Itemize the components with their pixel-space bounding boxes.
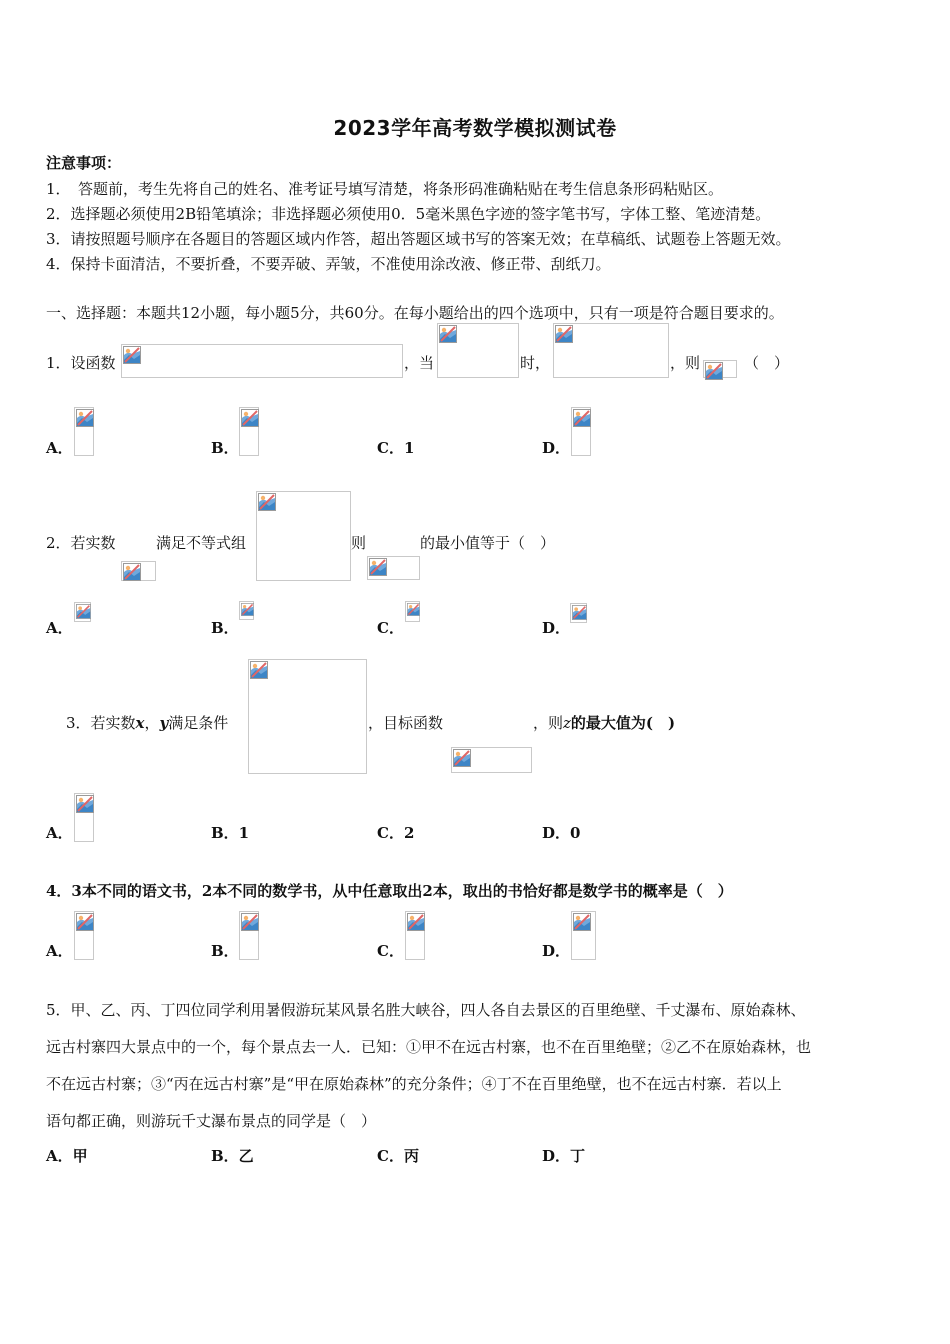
broken-image-icon — [258, 493, 276, 511]
broken-image-icon — [76, 604, 91, 619]
q4-option-d: D． — [542, 942, 571, 960]
q3-text-1: 3．若实数 — [66, 714, 136, 732]
q4-option-c: C． — [377, 942, 404, 960]
q1-text-4: ，则 — [670, 354, 701, 372]
q5-line: 语句都正确，则游玩千丈瀑布景点的同学是（ ） — [46, 1112, 377, 1130]
note-item: 4．保持卡面清洁，不要折叠，不要弄破、弄皱，不准使用涂改液、修正带、刮纸刀。 — [46, 255, 611, 273]
q5-option-b: B．乙 — [211, 1147, 254, 1165]
q3-tail — [533, 712, 675, 733]
broken-image-icon — [123, 563, 141, 581]
q2-text-4: 的最小值等于（ ） — [420, 534, 556, 552]
broken-image-icon — [705, 362, 723, 380]
q1-option-b: B． — [211, 439, 239, 457]
q3-separator: ， — [144, 714, 160, 732]
q5-option-c: C．丙 — [377, 1147, 419, 1165]
q2-text-1: 2．若实数 — [46, 534, 116, 552]
broken-image-icon — [250, 661, 268, 679]
q2-text-2: 满足不等式组 — [156, 534, 247, 552]
q3-option-d: D．0 — [542, 824, 581, 842]
q1-condition-image — [437, 323, 519, 378]
broken-image-icon — [555, 325, 573, 343]
q2-option-d: D． — [542, 619, 571, 637]
q5-line: 远古村寨四大景点中的一个，每个景点去一人．已知：①甲不在远古村寨，也不在百里绝壁；②乙不在原始森林，也 — [46, 1038, 812, 1056]
q2-option-a-image — [74, 602, 91, 622]
broken-image-icon — [573, 409, 591, 427]
q1-text-1: 1．设函数 — [46, 354, 116, 372]
q4-option-b-image — [239, 911, 259, 960]
q5-line: 5．甲、乙、丙、丁四位同学利用暑假游玩某风景名胜大峡谷，四人各自去景区的百里绝壁、千丈瀑布、原始森林、 — [46, 1001, 806, 1019]
broken-image-icon — [453, 749, 471, 767]
broken-image-icon — [407, 913, 425, 931]
note-item: 1． 答题前，考生先将自己的姓名、准考证号填写清楚，将条形码准确粘贴在考生信息条形码粘贴区。 — [46, 180, 724, 198]
q1-option-d-image — [571, 407, 591, 456]
q3-option-c: C．2 — [377, 824, 415, 842]
q3-option-a-image — [74, 793, 94, 842]
notes-heading: 注意事项： — [46, 154, 122, 172]
q4-option-d-image — [571, 911, 596, 960]
q3-text-2: 满足条件 — [168, 714, 229, 732]
q1-text-2: ，当 — [404, 354, 435, 372]
broken-image-icon — [241, 603, 254, 616]
broken-image-icon — [241, 913, 259, 931]
q3-stem — [66, 712, 228, 733]
q1-target-image — [703, 360, 737, 378]
q1-function-image — [121, 344, 403, 378]
broken-image-icon — [241, 409, 259, 427]
q2-system-image — [256, 491, 351, 581]
q1-expression-image — [553, 323, 669, 378]
q3-objective-image — [451, 747, 532, 773]
q2-option-b: B． — [211, 619, 239, 637]
q3-option-a: A． — [46, 824, 73, 842]
q5-option-a: A．甲 — [46, 1147, 88, 1165]
q2-option-b-image — [239, 601, 254, 620]
q1-option-a-image — [74, 407, 94, 456]
q4-option-c-image — [405, 911, 425, 960]
q1-option-d: D． — [542, 439, 571, 457]
q1-text-3: 时， — [520, 354, 551, 372]
q5-line: 不在远古村寨；③“丙在远古村寨”是“甲在原始森林”的充分条件；④丁不在百里绝壁，也不在远古村寨．若以上 — [46, 1075, 782, 1093]
q4-option-a-image — [74, 911, 94, 960]
q2-option-c: C． — [377, 619, 404, 637]
q3-text-3: ，目标函数 — [368, 714, 444, 732]
q3-text-5: 的最大值为( ) — [570, 714, 676, 732]
q1-text-5: （ ） — [744, 354, 790, 372]
q1-option-a: A． — [46, 439, 73, 457]
broken-image-icon — [123, 346, 141, 364]
q2-objective-image — [367, 556, 420, 580]
q2-option-c-image — [405, 601, 420, 622]
broken-image-icon — [573, 913, 591, 931]
q2-option-a: A． — [46, 619, 73, 637]
q4-option-b: B． — [211, 942, 239, 960]
q3-var-x: x — [135, 714, 145, 732]
q2-variables-image — [121, 561, 156, 581]
broken-image-icon — [76, 795, 94, 813]
q3-constraints-image — [248, 659, 367, 774]
broken-image-icon — [439, 325, 457, 343]
q2-option-d-image — [570, 603, 587, 623]
q3-var-z: z — [563, 714, 571, 732]
q4-option-a: A． — [46, 942, 73, 960]
q1-option-b-image — [239, 407, 259, 456]
broken-image-icon — [369, 558, 387, 576]
q5-option-d: D．丁 — [542, 1147, 586, 1165]
q3-text-4: ，则 — [533, 714, 564, 732]
broken-image-icon — [407, 603, 420, 616]
q3-var-y: y — [159, 714, 169, 732]
section-heading: 一、选择题：本题共12小题，每小题5分，共60分。在每小题给出的四个选项中，只有一项是符合题目要求的。 — [46, 304, 784, 322]
broken-image-icon — [76, 913, 94, 931]
broken-image-icon — [572, 605, 587, 620]
note-item: 2．选择题必须使用2B铅笔填涂；非选择题必须使用0．5毫米黑色字迹的签字笔书写，字体工整、笔迹清楚。 — [46, 205, 771, 223]
q2-text-3: 则 — [351, 534, 367, 552]
note-item: 3．请按照题号顺序在各题目的答题区域内作答，超出答题区域书写的答案无效；在草稿纸、试题卷上答题无效。 — [46, 230, 791, 248]
page-title: 2023学年高考数学模拟测试卷 — [333, 116, 617, 140]
q3-option-b: B．1 — [211, 824, 250, 842]
q4-text: 4．3本不同的语文书，2本不同的数学书，从中任意取出2本，取出的书恰好都是数学书的概率是（ ） — [46, 882, 733, 900]
broken-image-icon — [76, 409, 94, 427]
q1-option-c: C．1 — [377, 439, 415, 457]
